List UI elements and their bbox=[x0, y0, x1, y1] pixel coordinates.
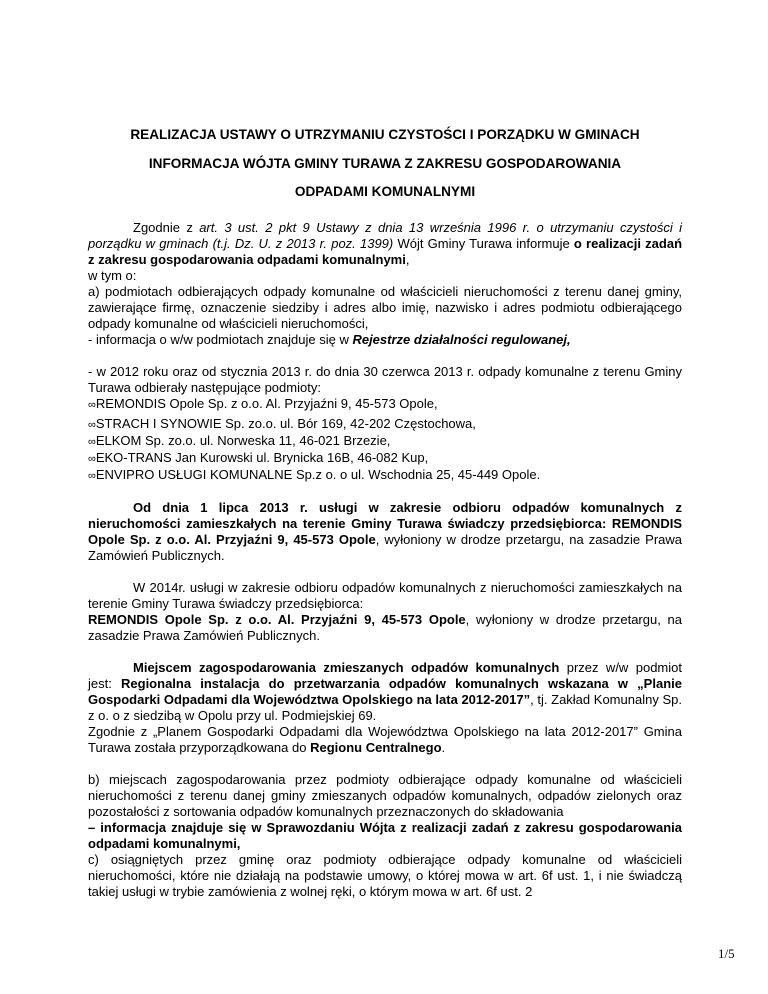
infinity-bullet-icon: ∞ bbox=[88, 419, 96, 431]
contractor-2014-text: W 2014r. usługi w zakresie odbioru odpadów komunalnych z nieruchomości zamieszkałych na terenie Gminy Turawa świadczy przedsiębiorca: bbox=[88, 580, 682, 611]
contractor-2013-text: , wyłoniony w drodze przetargu, na zasadzie Prawa Zamówień Publicznych. bbox=[88, 532, 682, 563]
title-line-2: INFORMACJA WÓJTA GMINY TURAWA Z ZAKRESU GOSPODAROWANIA bbox=[148, 156, 622, 171]
intro-text-2: Wójt Gminy Turawa informuje bbox=[393, 236, 574, 251]
infinity-bullet-icon: ∞ bbox=[88, 436, 96, 448]
companies-list bbox=[88, 396, 682, 484]
intro-paragraph bbox=[88, 220, 682, 268]
infinity-bullet-icon: ∞ bbox=[88, 453, 96, 465]
report-info: – informacja znajduje się w Sprawozdaniu Wójta z realizacji zadań z zakresu gospodarowania odpadami komunalnymi, bbox=[88, 820, 682, 851]
title-line-3: ODPADAMI KOMUNALNYMI bbox=[294, 184, 476, 199]
contractor-2014-bold: REMONDIS Opole Sp. z o.o. Al. Przyjaźni 9, 45-573 Opole bbox=[88, 612, 466, 627]
page-number: 1/5 bbox=[718, 946, 735, 961]
companies-intro: - w 2012 roku oraz od stycznia 2013 r. do dnia 30 czerwca 2013 r. odpady komunalne z terenu Gminy Turawa odbierały następujące podmioty: bbox=[88, 364, 682, 395]
disposal-bold-1: Miejscem zagospodarowania zmieszanych odpadów komunalnych bbox=[133, 660, 560, 675]
company-text: REMONDIS Opole Sp. z o.o. Al. Przyjaźni 9, 45-573 Opole, bbox=[95, 396, 438, 411]
contractor-2013 bbox=[88, 500, 682, 564]
company-item bbox=[88, 396, 682, 413]
company-text: EKO-TRANS Jan Kurowski ul. Brynicka 16B, 46-082 Kup, bbox=[95, 450, 429, 465]
disposal-text-1: przez w/w podmiot jest: bbox=[88, 660, 682, 691]
disposal-site bbox=[88, 660, 682, 724]
infinity-bullet-icon: ∞ bbox=[88, 399, 96, 411]
region-bold: Regionu Centralnego bbox=[310, 740, 442, 755]
company-text: ELKOM Sp. zo.o. ul. Norweska 11, 46-021 Brzezie, bbox=[95, 433, 391, 448]
intro-text: Zgodnie z bbox=[133, 220, 200, 235]
point-a: a) podmiotach odbierających odpady komunalne od właścicieli nieruchomości z terenu danej gminy, zawierające firmę, oznaczenie siedziby i adres albo imię, nazwisko i adres podmiotu odbierającego odpady komunalne od właścicieli nieruchomości, bbox=[88, 284, 682, 331]
infinity-bullet-icon: ∞ bbox=[88, 470, 96, 482]
disposal-bold-2: Regionalna instalacja do przetwarzania odpadów komunalnych wskazana w „Planie Gospodarki Odpadami dla Województwa Opolskiego na lata 2012-2017” bbox=[88, 676, 682, 707]
legal-citation: art. 3 ust. 2 pkt 9 Ustawy z dnia 13 września 1996 r. o utrzymaniu czystości i porządku w gminach (t.j. Dz. U. z 2013 r. poz. 1399) bbox=[88, 220, 682, 251]
document-page bbox=[88, 126, 682, 900]
company-item bbox=[88, 450, 682, 467]
point-c: c) osiągniętych przez gminę oraz podmioty odbierające odpady komunalne od właścicieli nieruchomości, które nie działają na podstawie umowy, o której mowa w art. 6f ust. 1, i nie świadczą takiej usługi w trybie zamówienia z wolnej ręki, o którym mowa w art. 6f ust. 2 bbox=[88, 852, 682, 899]
contractor-2014-tail: , wyłoniony w drodze przetargu, na zasadzie Prawa Zamówień Publicznych. bbox=[88, 612, 682, 643]
in-this: w tym o: bbox=[88, 268, 137, 283]
disposal-text-2: , tj. Zakład Komunalny Sp. z o. o z siedzibą w Opolu przy ul. Podmiejskiej 69. bbox=[88, 692, 682, 723]
point-b: b) miejscach zagospodarowania przez podmioty odbierające odpady komunalne od właścicieli nieruchomości z terenu danej gminy zmieszanych odpadów komunalnych, odpadów zielonych oraz pozostałości z sortowania odpadów komunalnych przeznaczonych do składowania bbox=[88, 772, 682, 819]
company-text: ENVIPRO USŁUGI KOMUNALNE Sp.z o. o ul. Wschodnia 25, 45-449 Opole. bbox=[95, 467, 541, 482]
region-dot: . bbox=[441, 740, 446, 755]
company-text: STRACH I SYNOWIE Sp. zo.o. ul. Bór 169, 42-202 Częstochowa, bbox=[95, 416, 476, 431]
company-item bbox=[88, 416, 682, 433]
register-text: - informacja o w/w podmiotach znajduje się w bbox=[88, 332, 353, 347]
title-line-1: REALIZACJA USTAWY O UTRZYMANIU CZYSTOŚCI I PORZĄDKU W GMINACH bbox=[130, 127, 640, 142]
register-link-text: Rejestrze działalności regulowanej, bbox=[352, 332, 571, 347]
company-item bbox=[88, 467, 682, 484]
region-assignment bbox=[88, 724, 682, 756]
intro-bold: o realizacji zadań z zakresu gospodarowania odpadami komunalnymi bbox=[88, 236, 683, 267]
register-info bbox=[88, 332, 682, 348]
contractor-2013-bold: Od dnia 1 lipca 2013 r. usługi w zakresie odbioru odpadów komunalnych z nieruchomości zamieszkałych na terenie Gminy Turawa świadczy przedsiębiorca: REMONDIS Opole Sp. z o.o. Al. Przyjaźni 9, 45-573 Opole bbox=[88, 500, 682, 547]
company-item bbox=[88, 433, 682, 450]
contractor-2014 bbox=[88, 580, 682, 644]
region-text: Zgodnie z „Planem Gospodarki Odpadami dla Województwa Opolskiego na lata 2012-2017” Gmina Turawa została przyporządkowana do bbox=[88, 724, 682, 755]
intro-comma: , bbox=[405, 252, 410, 267]
